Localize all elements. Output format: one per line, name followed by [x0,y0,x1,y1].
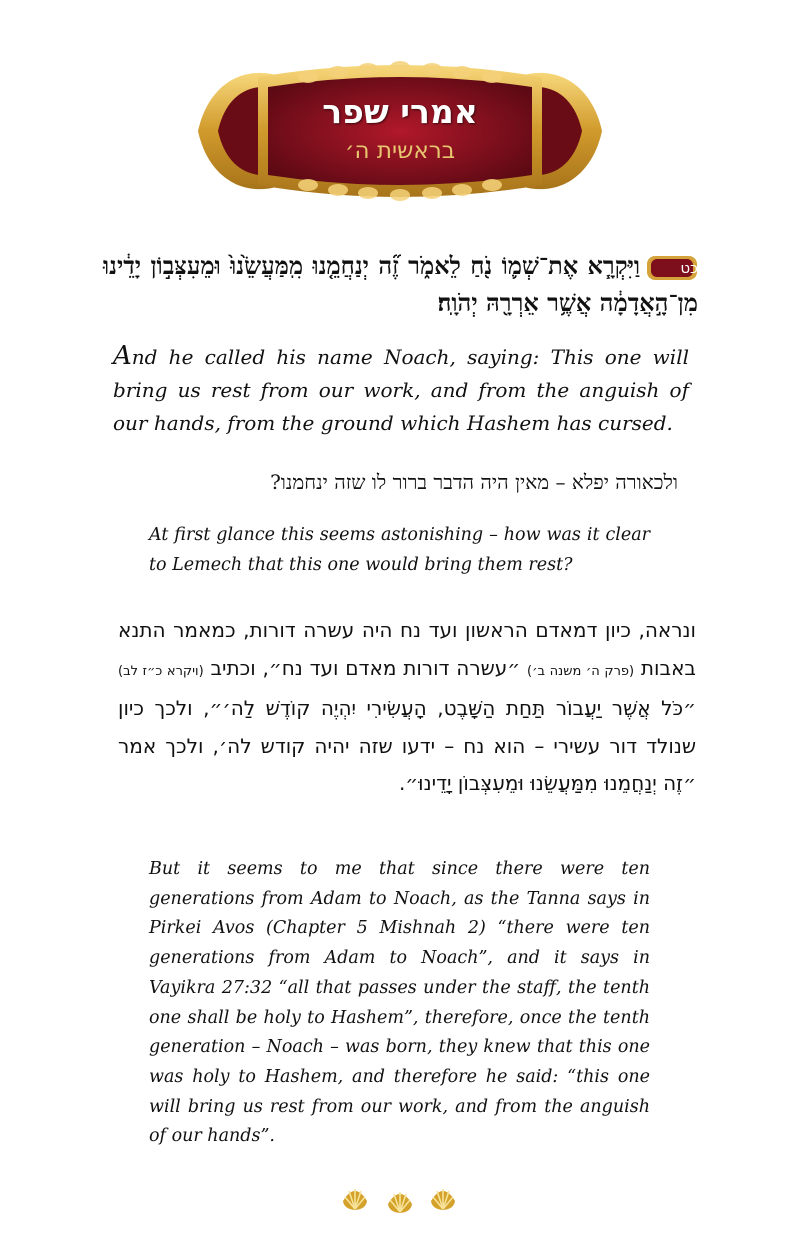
answer-hebrew-part3: ״כֹּל אֲשֶׁר יַעֲבוֹר תַּחַת הַשָּׁבֶט, הָעֲשִׂירִי יִהְיֶה קוֹדֶשׁ לַה׳״, ולכך כיון שנולד דור עשירי – הוא נח – ידעו שזה יהיה קודש לה׳, ולכך אמר ״זֶה יְנַחֲמֵנוּ מִמַּעֲשֵׂנוּ וּמֵעִצְּבוֹן יָדֵינוּ״. [118,696,696,795]
answer-hebrew [118,612,696,803]
banner-subtitle: בראשית ה׳ [344,138,456,164]
drop-cap: A [113,341,132,371]
verse-number-badge [646,255,698,281]
verse-hebrew [103,247,698,321]
verse-translation [113,340,689,440]
answer-english: But it seems to me that since there were ten generations from Adam to Noach, as the Tanna says in Pirkei Avos (Chapter 5 Mishnah 2) “there were ten generations from Adam to Noach”, and it says in Vayikra 27:32 “all that passes under the staff, the tenth one shall be holy to Hashem”, therefore, once the tenth generation – Noach – was born, they knew that this one was holy to Hashem, and therefore he said: “this one will bring us rest from our work, and from the anguish of our hands”. [149,859,650,1147]
verse-number: כט [680,258,698,277]
answer-hebrew-part1: ונראה, כיון דמאדם הראשון ועד נח היה עשרה דורות, כמאמר התנא באבות [118,618,696,680]
shell-icon [428,1183,458,1213]
section-end-ornament [340,1183,460,1215]
question-hebrew: ולכאורה יפלא – מאין היה הדבר ברור לו שזה ינחמנו? [270,470,678,494]
citation-avos: (פרק ה׳ משנה ב׳) [527,663,635,679]
citation-vayikra: (ויקרא כ״ז לב) [118,663,204,679]
shell-icon [385,1186,415,1216]
shell-icon [340,1183,370,1213]
answer-hebrew-part2: ״עשרה דורות מאדם ועד נח״, וכתיב [203,655,527,680]
verse-text: וַיִּקְרָ֧א אֶת־שְׁמ֛וֹ נֹ֖חַ לֵאמֹ֑ר זֶ֞ה יְנַחֲמֵ֤נוּ מִֽמַּעֲשֵׂ֙נוּ֙ וּמֵעִצְּב֣וֹן יָדֵ֔ינוּ מִן־הָ֣אֲדָמָ֔ה אֲשֶׁ֥ר אֵרְרָ֖הּ יְהֹוָֽה׃ [103,251,698,317]
scroll-ribbon-graphic [188,55,612,207]
verse-translation-text: nd he called his name Noach, saying: This one will bring us rest from our work, and from the anguish of our hands, from the ground which Hashem has cursed. [113,345,689,435]
question-english: At first glance this seems astonishing – how was it clear to Lemech that this one would bring them rest? [149,525,650,575]
banner-title: אמרי שפר [322,92,478,131]
title-banner [188,55,612,207]
